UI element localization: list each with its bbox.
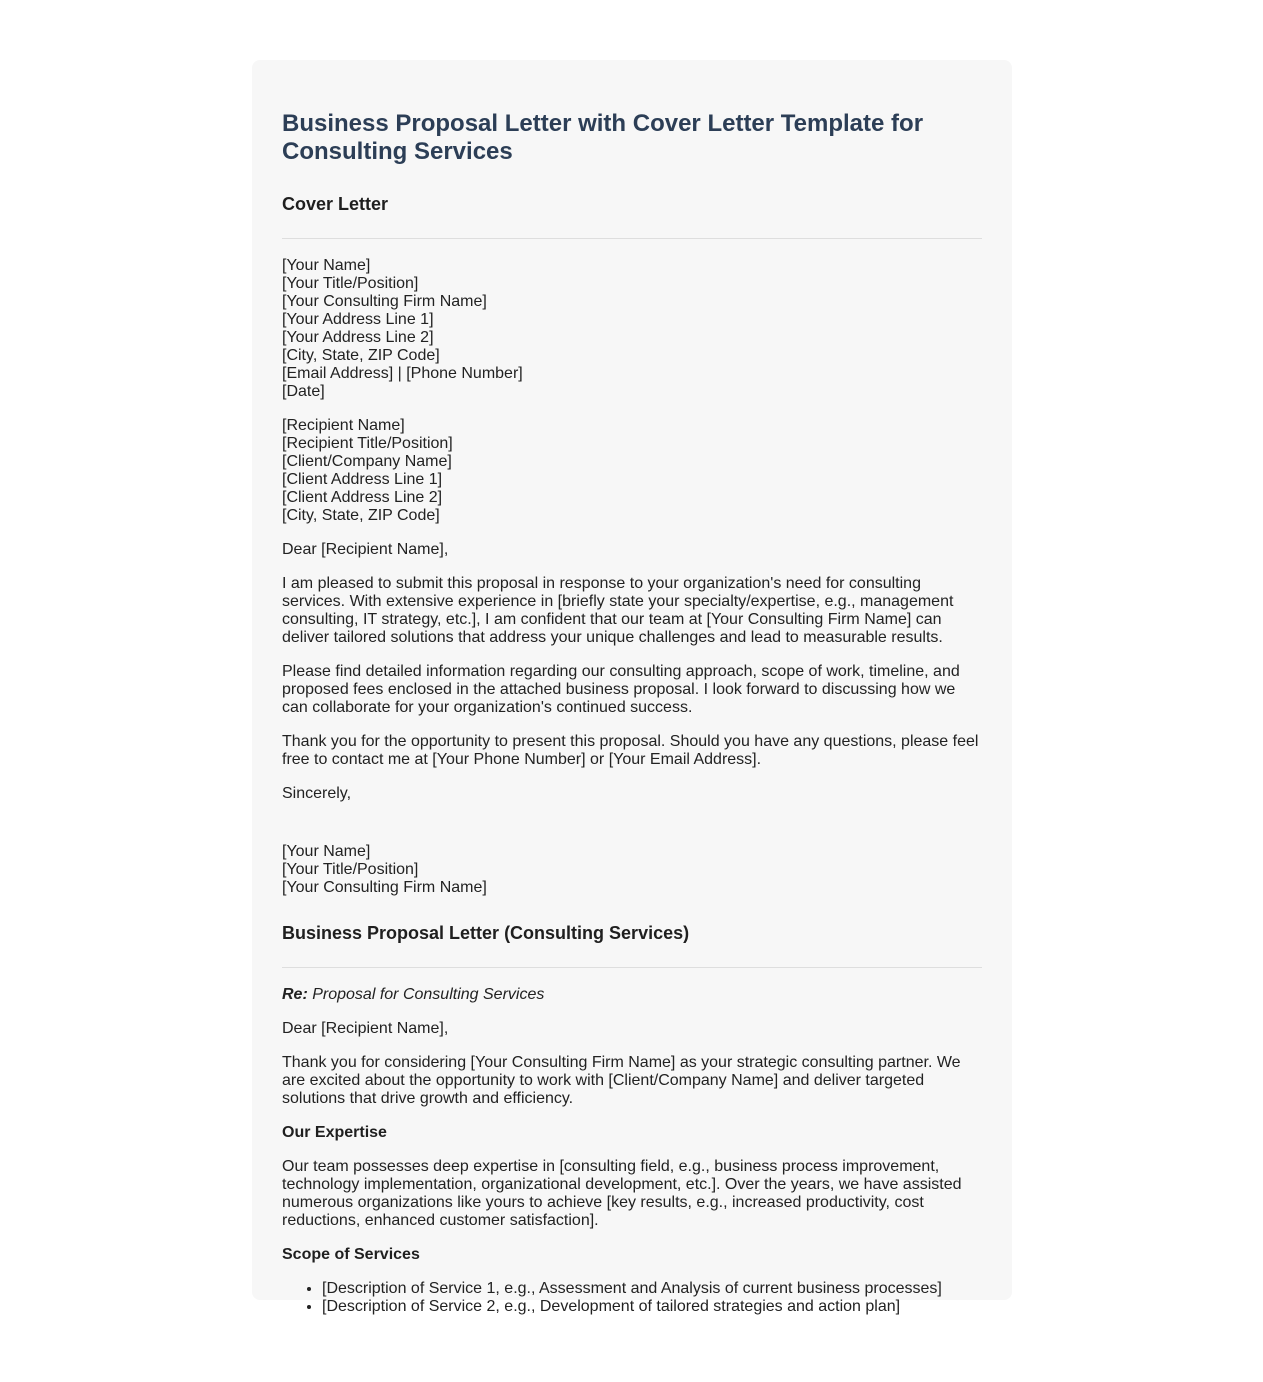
sender-line: [Email Address] | [Phone Number] [282,365,523,382]
recipient-line: [Client/Company Name] [282,453,452,470]
section-divider [282,238,982,239]
signature-line: [Your Title/Position] [282,861,419,878]
section-divider [282,967,982,968]
sender-line: [Your Name] [282,257,371,274]
scope-heading: Scope of Services [282,1246,420,1263]
cover-salutation: Dear [Recipient Name], [282,541,449,558]
cover-paragraph: Thank you for the opportunity to present this proposal. Should you have any questions, please feel free to contact me at [Your Phone Number] or [Your Email Address]. [282,733,979,768]
sender-line: [City, State, ZIP Code] [282,347,440,364]
signature-line: [Your Consulting Firm Name] [282,879,487,896]
proposal-salutation: Dear [Recipient Name], [282,1020,449,1037]
sender-address-block [282,257,982,401]
cover-letter-heading: Cover Letter [282,194,389,214]
re-text: Proposal for Consulting Services [312,986,545,1003]
proposal-heading: Business Proposal Letter (Consulting Services) [282,923,690,943]
re-line [282,986,982,1004]
signature-line: [Your Name] [282,843,371,860]
cover-closing: Sincerely, [282,785,352,802]
recipient-line: [Recipient Title/Position] [282,435,453,452]
recipient-line: [Client Address Line 2] [282,489,443,506]
document-title: Business Proposal Letter with Cover Letter Template for Consulting Services [282,110,924,165]
recipient-address-block [282,417,982,525]
sender-line: [Date] [282,383,325,400]
sender-line: [Your Consulting Firm Name] [282,293,487,310]
sender-line: [Your Address Line 2] [282,329,434,346]
document-page [252,60,1012,1315]
list-item: • [Description of Service 1, e.g., Assessment and Analysis of current business processes] [322,1280,982,1298]
re-label: Re: [282,986,308,1003]
cover-paragraph: Please find detailed information regarding our consulting approach, scope of work, timeline, and proposed fees enclosed in the attached business proposal. I look forward to discussing how we can collaborate for your organization's continued success. [282,663,960,716]
expertise-paragraph: Our team possesses deep expertise in [consulting field, e.g., business process improvement, technology implementation, organizational development, etc.]. Over the years, we have assisted numerous organizations like yours to achieve [key results, e.g., increased productivity, cost reductions, enhanced customer satisfaction]. [282,1158,962,1229]
expertise-heading: Our Expertise [282,1124,387,1141]
sender-line: [Your Title/Position] [282,275,419,292]
recipient-line: [Client Address Line 1] [282,471,443,488]
services-list [282,1280,982,1316]
list-item: • [Description of Service 2, e.g., Development of tailored strategies and action plan] [322,1298,982,1316]
sender-line: [Your Address Line 1] [282,311,434,328]
recipient-line: [City, State, ZIP Code] [282,507,440,524]
proposal-section [282,919,982,1316]
proposal-intro: Thank you for considering [Your Consulting Firm Name] as your strategic consulting partner. We are excited about the opportunity to work with [Client/Company Name] and deliver targeted solutions that drive growth and efficiency. [282,1054,961,1107]
signature-block [282,843,982,897]
signature-space [282,803,982,843]
cover-paragraph: I am pleased to submit this proposal in response to your organization's need for consulting services. With extensive experience in [briefly state your specialty/expertise, e.g., management consulting, IT strategy, etc.], I am confident that our team at [Your Consulting Firm Name] can deliver tailored solutions that address your unique challenges and lead to measurable results. [282,575,954,646]
recipient-line: [Recipient Name] [282,417,405,434]
